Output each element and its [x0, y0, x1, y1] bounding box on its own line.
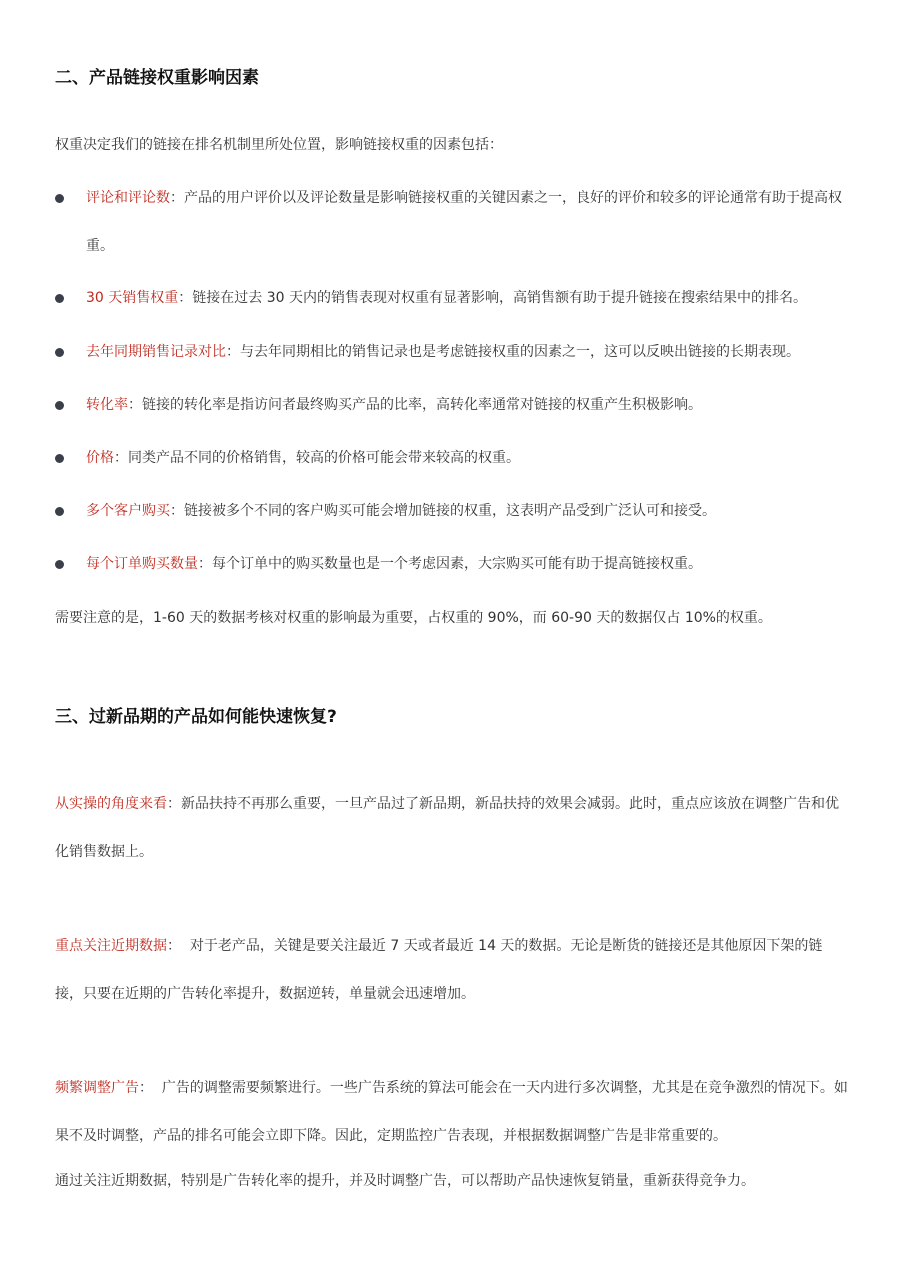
factor-description: 同类产品不同的价格销售，较高的价格可能会带来较高的权重。 — [128, 450, 520, 466]
list-item-text — [86, 328, 850, 376]
factor-description: 每个订单中的购买数量也是一个考虑因素，大宗购买可能有助于提高链接权重。 — [212, 556, 702, 572]
list-item-text — [86, 434, 850, 482]
weight-note: 需要注意的是，1-60 天的数据考核对权重的影响最为重要，占权重的 90%，而 60-90 天的数据仅占 10%的权重。 — [55, 610, 772, 626]
bullet-dot — [55, 560, 64, 569]
paragraph-term: 频繁调整广告 — [55, 1080, 139, 1096]
factor-term: 评论和评论数 — [86, 190, 170, 206]
section-3-title: 三、过新品期的产品如何能快速恢复? — [55, 707, 337, 727]
paragraph-text: 新品扶持不再那么重要，一旦产品过了新品期，新品扶持的效果会减弱。此时，重点应该放在调整广告和优化销售数据上。 — [55, 796, 839, 860]
list-item-text — [86, 174, 850, 270]
paragraph-practical-view — [55, 780, 850, 876]
bullet-dot — [55, 194, 64, 203]
paragraph-separator: ： — [167, 796, 181, 812]
bullet-dot — [55, 401, 64, 410]
factor-separator: ： — [170, 190, 184, 206]
factor-description: 链接的转化率是指访问者最终购买产品的比率，高转化率通常对链接的权重产生积极影响。 — [142, 397, 702, 413]
list-item-text — [86, 381, 850, 429]
factor-separator: ： — [114, 450, 128, 466]
factor-term: 价格 — [86, 450, 114, 466]
factor-separator: ： — [178, 290, 193, 306]
paragraph-separator: ： — [139, 1080, 162, 1096]
section-2-title: 二、产品链接权重影响因素 — [55, 68, 259, 88]
factor-separator: ： — [198, 556, 212, 572]
factor-term: 30 天销售权重 — [86, 290, 179, 306]
paragraph-term: 重点关注近期数据 — [55, 938, 167, 954]
paragraph-frequent-ads — [55, 1064, 850, 1160]
factor-term: 转化率 — [86, 397, 128, 413]
bullet-dot — [55, 454, 64, 463]
bullet-dot — [55, 348, 64, 357]
factor-description: 与去年同期相比的销售记录也是考虑链接权重的因素之一，这可以反映出链接的长期表现。 — [240, 344, 800, 360]
factor-separator: ： — [226, 344, 240, 360]
paragraph-term: 从实操的角度来看 — [55, 796, 167, 812]
factor-description: 链接在过去 30 天内的销售表现对权重有显著影响，高销售额有助于提升链接在搜索结果中的排名。 — [192, 290, 807, 306]
factor-term: 多个客户购买 — [86, 503, 170, 519]
list-item-text — [86, 487, 850, 535]
paragraph-text: 对于老产品，关键是要关注最近 7 天或者最近 14 天的数据。无论是断货的链接还是其他原因下架的链接，只要在近期的广告转化率提升，数据逆转，单量就会迅速增加。 — [55, 938, 823, 1002]
bullet-dot — [55, 507, 64, 516]
factor-separator: ： — [128, 397, 142, 413]
section-2-intro: 权重决定我们的链接在排名机制里所处位置，影响链接权重的因素包括： — [55, 137, 503, 153]
paragraph-recent-data — [55, 922, 850, 1018]
factor-description: 链接被多个不同的客户购买可能会增加链接的权重，这表明产品受到广泛认可和接受。 — [184, 503, 716, 519]
paragraph-text: 广告的调整需要频繁进行。一些广告系统的算法可能会在一天内进行多次调整，尤其是在竞争激烈的情况下。如果不及时调整，产品的排名可能会立即下降。因此，定期监控广告表现，并根据数据调整广告是非常重要的。 — [55, 1080, 848, 1144]
conclusion: 通过关注近期数据，特别是广告转化率的提升，并及时调整广告，可以帮助产品快速恢复销量，重新获得竞争力。 — [55, 1173, 755, 1189]
factor-separator: ： — [170, 503, 184, 519]
factor-description: 产品的用户评价以及评论数量是影响链接权重的关键因素之一，良好的评价和较多的评论通常有助于提高权重。 — [86, 190, 842, 254]
list-item-text — [86, 540, 850, 588]
paragraph-separator: ： — [167, 938, 190, 954]
factor-term: 每个订单购买数量 — [86, 556, 198, 572]
list-item-text — [86, 274, 850, 322]
bullet-dot — [55, 294, 64, 303]
factor-term: 去年同期销售记录对比 — [86, 344, 226, 360]
